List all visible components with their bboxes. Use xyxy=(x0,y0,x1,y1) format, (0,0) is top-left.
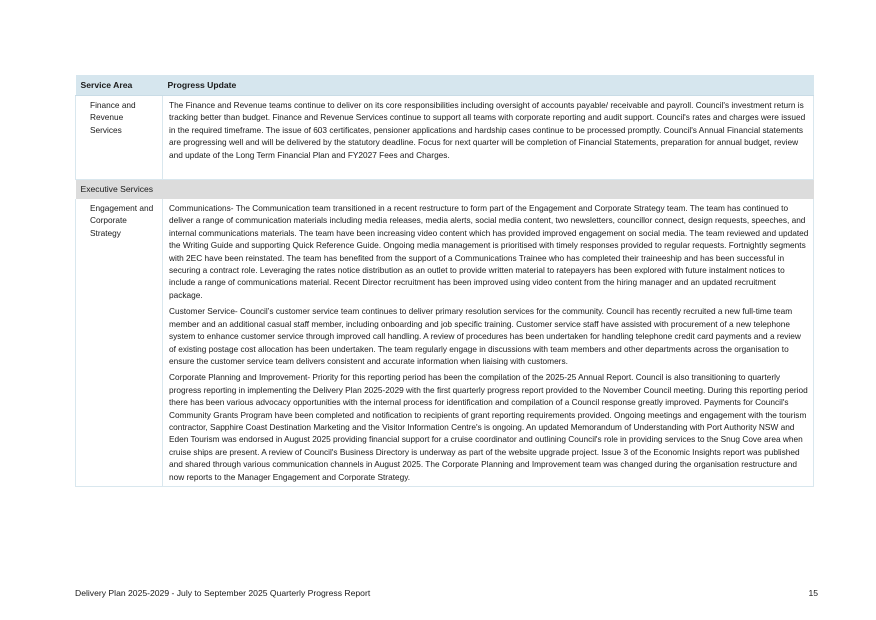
communications-paragraph: Communications- The Communication team transitioned in a recent restructure to form part of the Engagement and Corporate Strategy team. The team has continued to deliver a range of communication materials including media releases, media alerts, social media content, two newsletters, councillor connect, design requests, speeches, and internal communications materials. The team have been increasing video content which has provided improved engagement on social media. The team reviewed and updated the Writing Guide and supporting Quick Reference Guide. Ongoing media management is prioritised with timely responses provided to regular requests. Fortnightly segments with 2EC have been reinstated. The team has benefited from the support of a Communications Trainee who has completed their traineeship and has been successful in securing a contract role. Leveraging the rates notice distribution as an outlet to provide written material to ratepayers has been explored with future instalment notices to include a range of communications material. Recent Director recruitment has been improved using video content from the hiring manager and an updated recruitment package. xyxy=(169,203,809,300)
header-service-area: Service Area xyxy=(76,75,163,96)
table-header-row xyxy=(76,75,814,96)
progress-table xyxy=(75,75,814,487)
table-row xyxy=(76,199,814,486)
progress-update-cell: The Finance and Revenue teams continue to deliver on its core responsibilities including oversight of accounts payable/ receivable and payroll. Council's investment return is tracking better than budget. Finance and Revenue Services continue to support all teams with corporate reporting and audit support. Council's rates and charges were issued in the required timeframe. The issue of 603 certificates, pensioner applications and hardship cases continue to be processed promptly. Council's Annual Financial statements are progressing well and will be delivered by the statutory deadline. Focus for next quarter will be completion of Financial Statements, preparation for annual budget, review and update of the Long Term Financial Plan and FY2027 Fees and Charges. xyxy=(163,96,814,180)
footer-title: Delivery Plan 2025-2029 - July to September 2025 Quarterly Progress Report xyxy=(75,588,371,598)
table-row xyxy=(76,96,814,180)
section-label: Executive Services xyxy=(76,180,814,200)
page-number: 15 xyxy=(808,588,818,598)
progress-update-cell xyxy=(163,199,814,486)
service-area-cell: Engagement and Corporate Strategy xyxy=(76,199,163,486)
corporate-planning-paragraph: Corporate Planning and Improvement- Priority for this reporting period has been the compilation of the 2025-25 Annual Report. Council is also transitioning to quarterly progress reporting in implementing the Delivery Plan 2025-2029 with the first quarterly progress report provided to the November Council meeting. During this reporting period there has been various advocacy opportunities with the internal process for identification and compilation of a Council response greatly improved. Payments for Council's Community Grants Program have been completed and notification to recipients of grant reporting requirements provided. Ongoing meetings and engagement with the tourism contractor, Sapphire Coast Destination Marketing and the Visitor Information Centre's is ongoing. An updated Memorandum of Understanding with Port Authority NSW and Eden Tourism was endorsed in August 2025 providing financial support for a cruise coordinator and outlining Council's role in providing services to the Snug Cove area when cruise ships are present. A review of Council's Business Directory is underway as part of the website upgrade project. Issue 3 of the Economic Insights report was published and shared through various communication channels in August 2025. The Corporate Planning and Improvement team was changed during the organisation restructure and now reports to the Manager Engagement and Corporate Strategy. xyxy=(169,372,808,482)
header-progress-update: Progress Update xyxy=(163,75,814,96)
customer-service-paragraph: Customer Service- Council’s customer service team continues to deliver primary resolution services for the community. Council has recently recruited a new full-time team member and an additional casual staff member, including onboarding and job specific training. Customer service staff have assisted with procurement of a new telephone system to enhance customer service through improved call handling. A review of procedures has been undertaken for handling telephone credit card payments and a review of existing postage cost allocation has been undertaken. The team regularly engage in discussions with team members and other departments across the organisation to ensure the customer service team delivers consistent and accurate information when liaising with customers. xyxy=(169,306,801,366)
section-row xyxy=(76,180,814,200)
service-area-cell: Finance and Revenue Services xyxy=(76,96,163,180)
